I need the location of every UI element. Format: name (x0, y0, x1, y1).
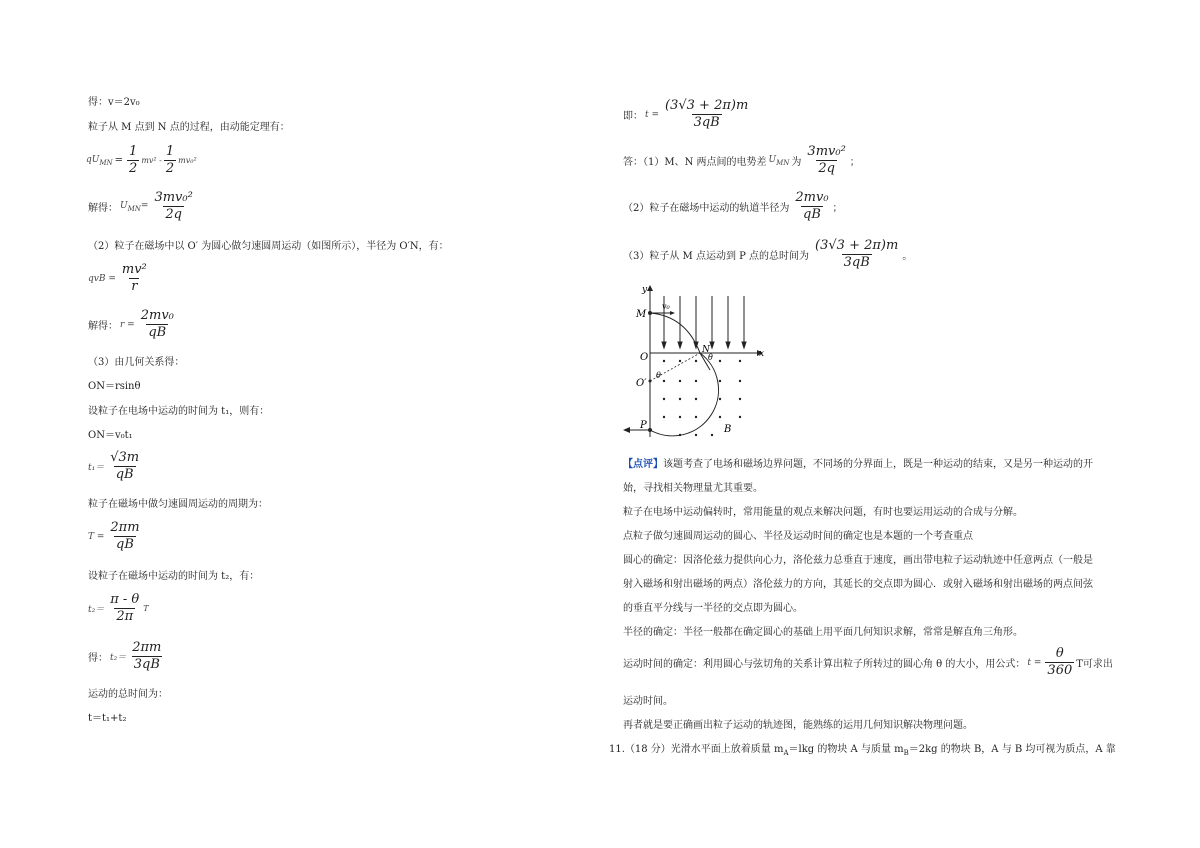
label-theta-n: θ (708, 353, 713, 362)
exit-arrow-icon (623, 427, 630, 433)
label-n: N (702, 345, 710, 355)
equation-period: T = $\frac{2\pi m}{qB}$ (88, 520, 140, 552)
para-5: 运动时间的确定：利用圆心与弦切角的关系计算出粒子所转过的圆心角 θ 的大小，用公式： t = $\frac{\theta}{360}$ T可求出 (623, 646, 1113, 678)
label-o: O (640, 352, 649, 363)
equation-total-t: 即： t = $\frac{(3√3 + 2\pi)m}{3qB}$ (623, 98, 749, 130)
electric-field-arrows (662, 296, 746, 348)
label-theta-o: θ (656, 371, 661, 380)
label-b: B (724, 424, 732, 435)
para-1: 粒子在电场中运动偏转时，常用能量的观点来解决问题，有时也要运用运动的合成与分解。 (623, 507, 1023, 518)
t1-text: 设粒子在电场中运动的时间为 t₁，则有： (88, 406, 270, 417)
energy-theorem-text: 粒子从 M 点到 N 点的过程，由动能定理有： (88, 122, 290, 133)
equation-t1: t₁＝ $\frac{√3m}{qB}$ (88, 450, 140, 482)
period-text: 粒子在磁场中做匀速圆周运动的周期为： (88, 499, 268, 510)
circular-trajectory (650, 353, 719, 436)
para-6: 再者就是要正确画出粒子运动的轨迹图，能熟练的运用几何知识解决物理问题。 (623, 720, 973, 731)
equation-umn: 解得： $U_{MN}=$ $\frac{\text{3mv₀²}}{2q}$ (88, 190, 193, 222)
label-m: M (636, 309, 647, 320)
field-diagram (618, 282, 768, 442)
equation-lorentz: qvB = $\frac{\text{mv²}}{r}$ (88, 262, 147, 294)
part2-text: （2）粒子在磁场中以 O′ 为圆心做匀速圆周运动（如图所示），半径为 O′N，有： (88, 241, 449, 252)
on-v0t1: ON＝v₀t₁ (88, 430, 133, 441)
para-3b: 射入磁场和射出磁场的两点）洛伦兹力的方向，其延长的交点即为圆心．或射入磁场和射出磁场的两点间弦 (623, 579, 1093, 590)
equation-t2-result: 得： t₂＝ $\frac{2\pi m}{3qB}$ (88, 640, 162, 672)
para-4: 半径的确定：半径一般都在确定圆心的基础上用平面几何知识求解，常常是解直角三角形。 (623, 627, 1023, 638)
question-11: 11.（18 分）光滑水平面上放着质量 $m_A=lkg$ 的物块 A 与质量 $m_B=2kg$ 的物块 B，A 与 B 均可视为质点，A 靠 (609, 744, 1116, 757)
label-o-prime: O′ (636, 378, 647, 389)
total-time-eq: t＝t₁+t₂ (88, 713, 127, 724)
para-3c: 的垂直平分线与一半径的交点即为圆心。 (623, 603, 803, 614)
equation-energy: $qU_{MN}$ = $\frac{1}{2}$ mv² - $\frac{1}{2}$ mv₀² (86, 144, 197, 176)
para-3a: 圆心的确定：因洛伦兹力提供向心力，洛伦兹力总垂直于速度，画出带电粒子运动轨迹中任意两点（一般是 (623, 555, 1093, 566)
label-v0: v₀ (662, 302, 670, 311)
equation-t2: t₂＝ $\frac{\pi - \theta}{2\pi}$ T (88, 592, 149, 624)
on-rsin: ON＝rsinθ (88, 381, 141, 392)
comment-line-2: 始，寻找相关物理量尤其重要。 (623, 483, 763, 494)
y-arrow-icon (647, 285, 653, 291)
v0-arrow-icon (670, 311, 675, 315)
answer-1: 答：（1）M、N 两点间的电势差 $U_{MN}$ 为 $\frac{\text{3mv₀²}}{2q}$ ； (623, 144, 860, 176)
comment-line-1: 【点评】该题考查了电场和磁场边界问题，不同场的分界面上，既是一种运动的结束，又是另一种运动的开 (623, 459, 1093, 470)
para-2: 点粒子做匀速圆周运动的圆心、半径及运动时间的确定也是本题的一个考查重点 (623, 531, 973, 542)
comment-tag: 【点评】 (623, 459, 663, 470)
result-v: 得：v＝2v₀ (88, 97, 140, 108)
answer-2: （2）粒子在磁场中运动的轨道半径为 $\frac{\text{2mv₀}}{qB}$ ； (623, 190, 843, 222)
x-label: x (759, 349, 765, 359)
part3-text: （3）由几何关系得： (88, 357, 185, 368)
label-p: P (640, 420, 647, 431)
answer-3: （3）粒子从 M 点运动到 P 点的总时间为 $\frac{(3√3 + 2\pi)m}{3qB}$ 。 (623, 238, 913, 270)
para-5b: 运动时间。 (623, 696, 673, 707)
t2-text: 设粒子在磁场中运动的时间为 t₂，有： (88, 571, 260, 582)
equation-radius: 解得： r = $\frac{\text{2mv₀}}{qB}$ (88, 308, 174, 340)
total-time-text: 运动的总时间为： (88, 689, 168, 700)
parabolic-trajectory (650, 313, 700, 353)
y-label: y (642, 285, 648, 295)
